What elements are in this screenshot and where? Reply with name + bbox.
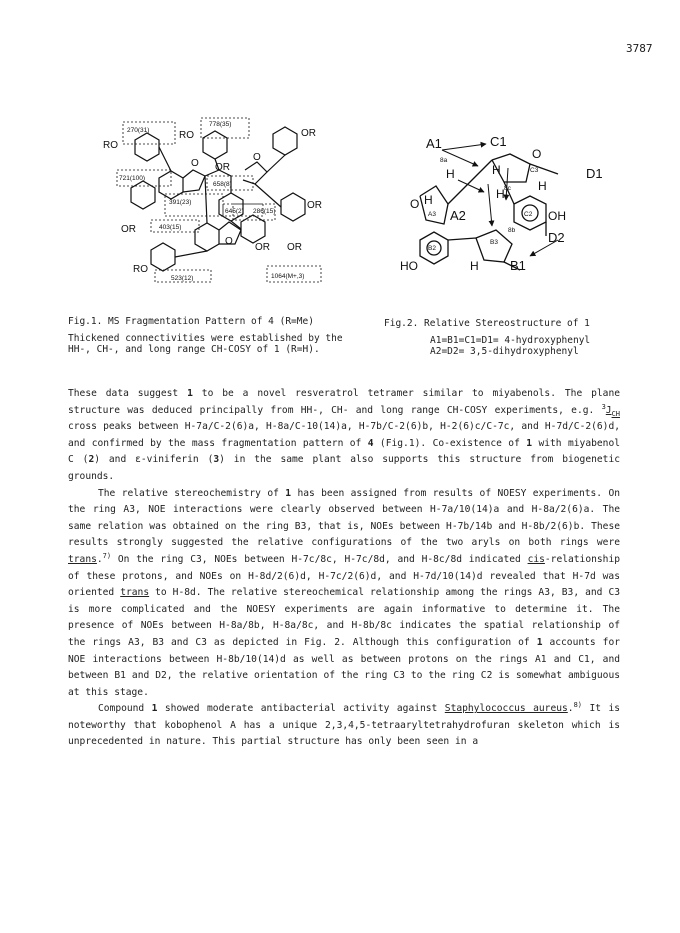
hydrogen-label: H [496, 187, 505, 201]
text-run: to H-8d. The relative stereochemical relationship among the rings A3, B3, and C3 is more complicated and the NOESY experiments are again informative to determine it. The presence of NOEs between H-8a/8b, H-8a/8c, and H-8b/8c indicates the spatial relationship of the rings A3, B3 and C3 as depicted in Fig. 2. Although this configuration of [68, 587, 620, 648]
superscript: 3 [601, 402, 606, 411]
text-run: These data suggest [68, 388, 188, 399]
text-run: showed moderate antibacterial activity against [157, 703, 445, 715]
position-label: B2 [428, 245, 436, 252]
hydrogen-label: H [538, 179, 547, 193]
text-run: with miyabenol C ( [68, 437, 620, 466]
hydrogen-label: H [424, 193, 433, 207]
hydrogen-label: H [492, 163, 501, 177]
fig1-caption-line: HH-, CH-, and long range CH-COSY of 1 (R=H). [68, 344, 320, 355]
compound-ref: 1 [187, 388, 193, 399]
fig1-caption-title: Fig.1. MS Fragmentation Pattern of 4 (R=Me) [68, 316, 314, 327]
ring-oxygen-label: O [191, 158, 199, 169]
coupling-symbol: J [605, 404, 612, 416]
reference-marker: 8) [573, 701, 582, 710]
frag-label: 658(8) [213, 181, 232, 188]
emphasis: cis [527, 553, 545, 565]
compound-ref: 2 [88, 454, 95, 466]
text-run: Compound [98, 703, 152, 715]
hydrogen-label: H [470, 259, 479, 273]
position-label: 8a [440, 157, 448, 164]
substituent-label: OR [301, 128, 316, 139]
paragraph-1 [68, 386, 620, 486]
text-run: ) in the same plant also supports this structure from biogenetic grounds. [68, 454, 620, 482]
compound-ref: 1 [285, 487, 292, 499]
position-label: A3 [428, 211, 436, 218]
text-run: to be a novel resveratrol tetramer similar to miyabenols. The plane structure was deduced principally from HH-, CH- and long range CH-COSY experiments, e.g. [68, 388, 620, 416]
ring-label: A2 [450, 208, 466, 223]
position-label: C3 [530, 167, 539, 174]
fig2-caption-line: A2=D2= 3,5-dihydroxyphenyl [430, 346, 579, 357]
ring-label: D1 [586, 166, 603, 181]
frag-label: 403(15) [159, 224, 182, 231]
ring-oxygen-label: O [253, 152, 261, 163]
position-label: B3 [490, 239, 498, 246]
emphasis: trans [120, 587, 150, 599]
fig2-caption-line: A1=B1=C1=D1= 4-hydroxyphenyl [430, 335, 591, 346]
position-label: 8c [504, 185, 511, 192]
frag-label: 286(15) [253, 208, 276, 215]
text-run: accounts for NOE interactions between H-8b/10(14)d as well as between protons on the rings A1 and C1, and between B1 and D2, the relative orientation of the ring C3 to the ring C2 is somewhat ambiguous at this stage. [68, 636, 620, 698]
species-name: Staphylococcus aureus [444, 703, 568, 715]
ring-label: B1 [510, 258, 526, 273]
paragraph-2: The relative stereochemistry of 1 has been assigned from results of NOESY experiments. On the ring A3, NOE interactions were clearly observed between H-7a/10(14)a and H-8a/2(6)a. The same relation was obtained on the ring B3, that is, NOEs between H-7b/14b and H-8b/2(6)b. These results strongly suggested the relative configurations of the two aryls on both rings were trans.$^{7)}$ On the ring C3, NOEs between H-7c/8c, H-7c/8d, and H-8c/8d indicated cis-relationship of these protons, and NOEs on H-8d/2(6)d, H-7c/2(6)d, and H-7d/10(14)d revealed that H-7d was oriented trans to H-8d. The relative stereochemical relationship among the rings A3, B3, and C3 is more complicated and the NOESY experiments are again informative to determine it. The presence of NOEs between H-8a/8b, H-8a/8c, and H-8b/8c indicates the spatial relationship of the rings A3, B3 and C3 as depicted in Fig. 2. Although this configuration of 1 accounts for NOE interactions between H-8b/10(14)d as well as between protons on the rings A1 and C1, and between B1 and D2, the relative orientation of the ring C3 to the ring C2 is somewhat ambiguous at this stage. [68, 487, 620, 698]
fig2-stereostructure-diagram [380, 120, 620, 290]
frag-label: 1064(M+,3) [271, 273, 305, 280]
text-run: ) and ε-viniferin ( [94, 454, 214, 466]
text-run: It is noteworthy that kobophenol A has a unique 2,3,4,5-tetraaryltetrahydrofuran skeleton which is unprecedented in nature. This partial structure has only been seen in a [68, 703, 621, 748]
subscript: CH [611, 409, 620, 418]
compound-ref: 1 [526, 437, 533, 449]
hydroxy-label: OH [548, 209, 566, 223]
text-run: -relationship of these protons, and NOEs on H-8d/2(6)d, H-7c/2(6)d, and H-7d/10(14)d revealed that H-7d was oriented [68, 553, 620, 599]
frag-label: 778(35) [209, 121, 232, 128]
paragraph-3: Compound 1 showed moderate antibacterial activity against Staphylococcus aureus.$^{8)}$ It is noteworthy that kobophenol A has a unique 2,3,4,5-tetraaryltetrahydrofuran skeleton which is unprecedented in nature. This partial structure has only been seen in a [68, 701, 621, 748]
text-run: (Fig.1). Co-existence of [373, 437, 527, 449]
ring-oxygen-label: O [410, 197, 420, 211]
fig2-caption-title: Fig.2. Relative Stereostructure of 1 [384, 318, 590, 329]
frag-label: 523(12) [171, 275, 194, 282]
text-run: cross peaks between H-7a/C-2(6)a, H-8a/C-10(14)a, H-7b/C-2(6)b, H-2(6)c/C-7c, and H-7d/C-2(6)d, and confirmed by the mass fragmentation pattern of [68, 421, 620, 449]
substituent-label: OR [255, 242, 270, 253]
position-label: 8b [508, 227, 516, 234]
fig1-caption-line: Thickened connectivities were established by the [68, 333, 343, 344]
ring-oxygen-label: O [225, 236, 233, 247]
compound-ref: 4 [367, 437, 374, 449]
frag-label: 645(2) [225, 208, 244, 215]
hydroxy-label: HO [400, 259, 418, 273]
text-run: The relative stereochemistry of [98, 487, 286, 499]
text-run: On the ring C3, NOEs between H-7c/8c, H-7c/8d, and H-8c/8d indicated [111, 553, 528, 565]
compound-ref: 1 [151, 703, 158, 715]
ring-label: D2 [548, 230, 565, 245]
hydrogen-label: H [446, 167, 455, 181]
substituent-label: RO [133, 264, 148, 275]
reference-marker: 7) [102, 551, 112, 560]
substituent-label: OR [287, 242, 302, 253]
substituent-label: RO [179, 130, 194, 141]
ring-label: C1 [490, 134, 507, 149]
emphasis: trans [68, 553, 97, 565]
substituent-label: OR [215, 162, 230, 173]
frag-label: 391(23) [169, 199, 192, 206]
position-label: C2 [524, 211, 533, 218]
text-run: has been assigned from results of NOESY experiments. On the ring A3, NOE interactions were clearly observed between H-7a/10(14)a and H-8a/2(6)a. The same relation was obtained on the ring B3, that is, NOEs between H-7b/14b and H-8b/2(6)b. These results strongly suggested the relative configurations of the two aryls on both rings were [68, 487, 620, 549]
page-number: 3787 [626, 42, 653, 55]
frag-label: 721(100) [119, 175, 146, 182]
frag-label: 270(31) [127, 127, 150, 134]
compound-ref: 1 [536, 636, 543, 648]
body-text [68, 386, 620, 751]
ring-label: A1 [426, 136, 442, 151]
substituent-label: OR [307, 200, 322, 211]
substituent-label: RO [103, 140, 118, 151]
ring-oxygen-label: O [532, 147, 542, 161]
fig1-structure-diagram [95, 110, 335, 300]
substituent-label: OR [121, 224, 136, 235]
compound-ref: 3 [213, 454, 220, 466]
